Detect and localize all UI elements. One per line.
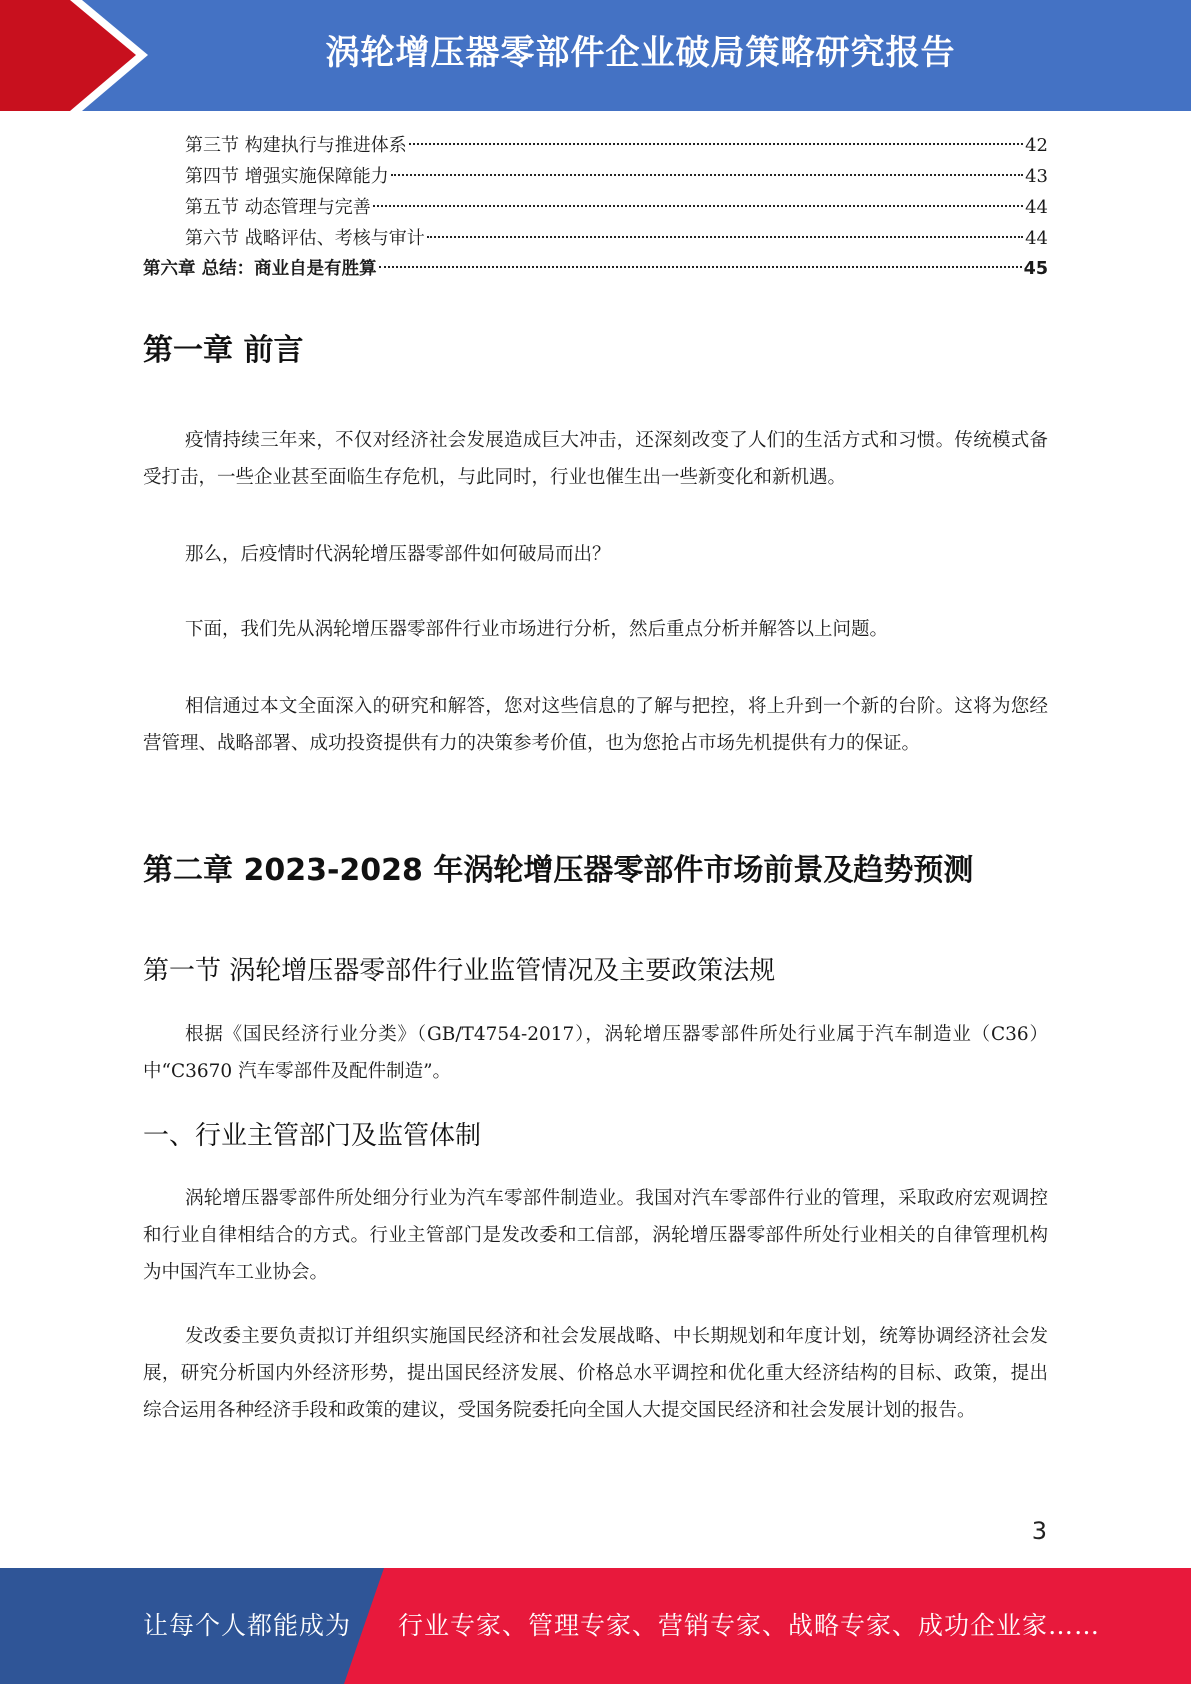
toc-entry-page: 43: [1025, 166, 1048, 187]
toc-leader-dots: [427, 236, 1023, 238]
page-number: 3: [1031, 1517, 1047, 1545]
chapter-1-paragraph: 相信通过本文全面深入的研究和解答，您对这些信息的了解与把控，将上升到一个新的台阶。这将为您经营管理、战略部署、成功投资提供有力的决策参考价值，也为您抢占市场先机提供有力的保证。: [143, 696, 1048, 754]
toc-leader-dots: [379, 266, 1022, 268]
page-header: [0, 0, 1191, 111]
toc-entry-label: 第四节 增强实施保障能力: [185, 166, 389, 187]
toc-leader-dots: [373, 205, 1023, 207]
subsection-paragraph: 发改委主要负责拟订并组织实施国民经济和社会发展战略、中长期规划和年度计划，统筹协调经济社会发展，研究分析国内外经济形势，提出国民经济发展、价格总水平调控和优化重大经济结构的目标、政策，提出综合运用各种经济手段和政策的建议，受国务院委托向全国人大提交国民经济和社会发展计划的报告。: [143, 1326, 1048, 1421]
toc-entry-page: 45: [1023, 259, 1048, 279]
toc-entry-page: 42: [1025, 135, 1048, 156]
chapter-1-paragraph: 那么，后疫情时代涡轮增压器零部件如何破局而出？: [185, 544, 611, 565]
chapter-1-paragraph: 疫情持续三年来，不仅对经济社会发展造成巨大冲击，还深刻改变了人们的生活方式和习惯。传统模式备受打击，一些企业甚至面临生存危机，与此同时，行业也催生出一些新变化和新机遇。: [143, 430, 1048, 488]
toc-entry[interactable]: [143, 130, 1048, 161]
subsection-paragraph: 涡轮增压器零部件所处细分行业为汽车零部件制造业。我国对汽车零部件行业的管理，采取政府宏观调控和行业自律相结合的方式。行业主管部门是发改委和工信部，涡轮增压器零部件所处行业相关的自律管理机构为中国汽车工业协会。: [143, 1188, 1048, 1283]
toc-entry-label: 第六章 总结：商业自是有胜算: [143, 259, 377, 279]
toc-chapter-entry[interactable]: [143, 254, 1048, 285]
table-of-contents: [143, 130, 1048, 285]
toc-entry-label: 第三节 构建执行与推进体系: [185, 135, 407, 156]
chapter-1-paragraph: 下面，我们先从涡轮增压器零部件行业市场进行分析，然后重点分析并解答以上问题。: [185, 619, 889, 640]
section-paragraph: 根据《国民经济行业分类》（GB/T4754-2017），涡轮增压器零部件所处行业属于汽车制造业（C36）中“C3670 汽车零部件及配件制造”。: [143, 1024, 1048, 1082]
page-footer: [0, 1568, 1191, 1684]
toc-entry-page: 44: [1025, 228, 1048, 249]
toc-entry[interactable]: [143, 161, 1048, 192]
subsection-title: 一、行业主管部门及监管体制: [143, 1121, 482, 1151]
toc-entry[interactable]: [143, 223, 1048, 254]
footer-slogan-right: 行业专家、管理专家、营销专家、战略专家、成功企业家……: [398, 1611, 1101, 1640]
section-title: 第一节 涡轮增压器零部件行业监管情况及主要政策法规: [143, 956, 776, 986]
toc-entry-label: 第六节 战略评估、考核与审计: [185, 228, 425, 249]
toc-leader-dots: [409, 143, 1023, 145]
report-title: 涡轮增压器零部件企业破局策略研究报告: [325, 33, 956, 73]
chapter-2-title: 第二章 2023-2028 年涡轮增压器零部件市场前景及趋势预测: [143, 853, 974, 888]
chapter-1-title: 第一章 前言: [143, 333, 304, 368]
footer-slogan-left: 让每个人都能成为: [143, 1611, 352, 1640]
toc-entry-page: 44: [1025, 197, 1048, 218]
toc-entry[interactable]: [143, 192, 1048, 223]
toc-leader-dots: [391, 174, 1023, 176]
toc-entry-label: 第五节 动态管理与完善: [185, 197, 371, 218]
